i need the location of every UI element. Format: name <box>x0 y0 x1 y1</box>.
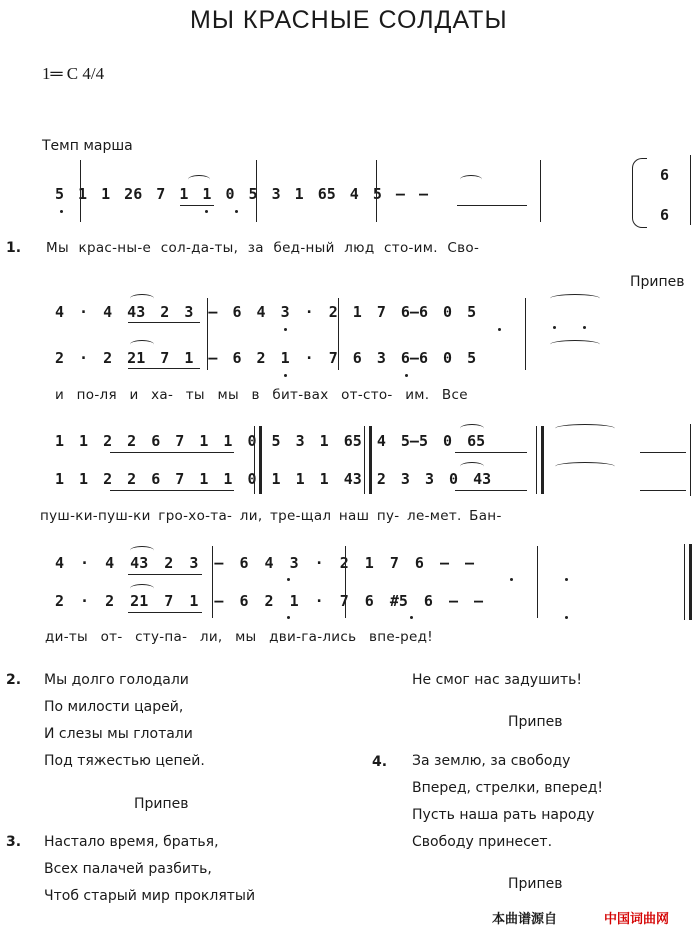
refrain-label: Припев <box>134 796 189 812</box>
underline <box>640 452 686 453</box>
watermark-site-name: 中国词曲网 <box>604 912 670 927</box>
refrain-label-score: Припев <box>630 274 685 290</box>
verse-3-line: Всех палачей разбить, <box>44 861 212 877</box>
barline <box>537 546 538 618</box>
verse-4-line: Вперед, стрелки, вперед! <box>412 780 604 796</box>
underline <box>640 490 686 491</box>
tie <box>550 340 600 349</box>
chord-upper: 6 <box>660 166 670 184</box>
underline <box>128 574 202 575</box>
notes-line3-lower: 1 1 2 2 6 7 1 1 0 1 1 1 43 2 3 3 0 43 <box>55 470 492 488</box>
low-octave-dot <box>565 578 568 581</box>
barline <box>345 546 346 618</box>
barline <box>690 155 691 225</box>
low-octave-dot <box>510 578 513 581</box>
low-octave-dot <box>284 328 287 331</box>
barline <box>80 160 81 222</box>
repeat-barline <box>254 426 262 494</box>
barline <box>338 298 339 370</box>
low-octave-dot <box>235 210 238 213</box>
notes-line4-upper: 4 · 4 43 2 3 — 6 4 3 · 2 1 7 6 — — <box>55 554 475 572</box>
low-octave-dot <box>60 210 63 213</box>
verse-number-1: 1. <box>6 240 22 256</box>
song-title: МЫ КРАСНЫЕ СОЛДАТЫ <box>190 6 508 34</box>
verse-3-line: Настало время, братья, <box>44 834 219 850</box>
tie <box>550 294 600 303</box>
barline <box>540 160 541 222</box>
lyric-line3: пуш-ки-пуш-ки гро-хо-та- ли, тре-щал наш пу- ле-мет. Бан- <box>40 508 502 524</box>
barline <box>207 298 208 370</box>
notes-line1: 5 1 1 26 7 1 1 0 5 3 1 65 4 5 — — <box>55 185 429 203</box>
barline <box>212 546 213 618</box>
verse-2-line: Под тяжестью цепей. <box>44 753 205 769</box>
low-octave-dot <box>553 326 556 329</box>
verse-2-line: По милости царей, <box>44 699 184 715</box>
lyric-line1: Мы крас-ны-е сол-да-ты, за бед-ный люд сто-им. Сво- <box>46 240 480 256</box>
verse-number-4: 4. <box>372 754 388 770</box>
underline <box>457 205 527 206</box>
verse-4-line: Пусть наша рать народу <box>412 807 595 823</box>
underline <box>128 368 200 369</box>
low-octave-dot <box>498 328 501 331</box>
slur <box>460 462 484 471</box>
slur <box>460 175 482 184</box>
verse-number-2: 2. <box>6 672 22 688</box>
underline <box>110 490 234 491</box>
barline <box>690 424 691 496</box>
verse-number-3: 3. <box>6 834 22 850</box>
final-barline <box>684 544 692 620</box>
lyric-line4: ди-ты от- сту-па- ли, мы дви-га-лись впе-ред! <box>45 629 433 645</box>
low-octave-dot <box>410 616 413 619</box>
slur <box>130 340 154 349</box>
notes-line2-upper: 4 · 4 43 2 3 — 6 4 3 · 2 1 7 6—6 0 5 <box>55 303 477 321</box>
chord-bracket <box>632 158 647 228</box>
key-signature: 1═ C 4/4 <box>42 64 105 83</box>
repeat-barline <box>536 426 544 494</box>
chord-lower: 6 <box>660 206 670 224</box>
lyric-line2: и по-ля и ха- ты мы в бит-вах от-сто- им. Все <box>55 387 468 403</box>
verse-3-line: Чтоб старый мир проклятый <box>44 888 256 904</box>
tie <box>555 462 615 471</box>
verse-2-line: И слезы мы глотали <box>44 726 193 742</box>
low-octave-dot <box>287 578 290 581</box>
low-octave-dot <box>205 210 208 213</box>
notes-line4-lower: 2 · 2 21 7 1 — 6 2 1 · 7 6 #5 6 — — <box>55 592 484 610</box>
underline <box>180 205 214 206</box>
low-octave-dot <box>284 374 287 377</box>
refrain-label: Припев <box>508 876 563 892</box>
verse-3-continuation: Не смог нас задушить! <box>412 672 583 688</box>
underline <box>455 452 527 453</box>
slur <box>460 424 484 433</box>
underline <box>110 452 234 453</box>
low-octave-dot <box>583 326 586 329</box>
low-octave-dot <box>565 616 568 619</box>
verse-2-line: Мы долго голодали <box>44 672 189 688</box>
tie <box>555 424 615 433</box>
low-octave-dot <box>287 616 290 619</box>
slur <box>130 584 154 593</box>
underline <box>128 612 202 613</box>
slur <box>188 175 210 184</box>
barline <box>256 160 257 222</box>
notes-line2-lower: 2 · 2 21 7 1 — 6 2 1 · 7 6 3 6—6 0 5 <box>55 349 477 367</box>
barline <box>376 160 377 222</box>
verse-4-line: За землю, за свободу <box>412 753 571 769</box>
refrain-label: Припев <box>508 714 563 730</box>
repeat-barline <box>364 426 372 494</box>
tempo-marking: Темп марша <box>42 138 133 154</box>
notes-line3-upper: 1 1 2 2 6 7 1 1 0 5 3 1 65 4 5—5 0 65 <box>55 432 486 450</box>
watermark-source-text: 本曲谱源自 <box>492 912 558 927</box>
low-octave-dot <box>405 374 408 377</box>
slur <box>130 294 154 303</box>
barline <box>525 298 526 370</box>
verse-4-line: Свободу принесет. <box>412 834 553 850</box>
slur <box>130 546 154 555</box>
underline <box>455 490 527 491</box>
underline <box>128 322 200 323</box>
